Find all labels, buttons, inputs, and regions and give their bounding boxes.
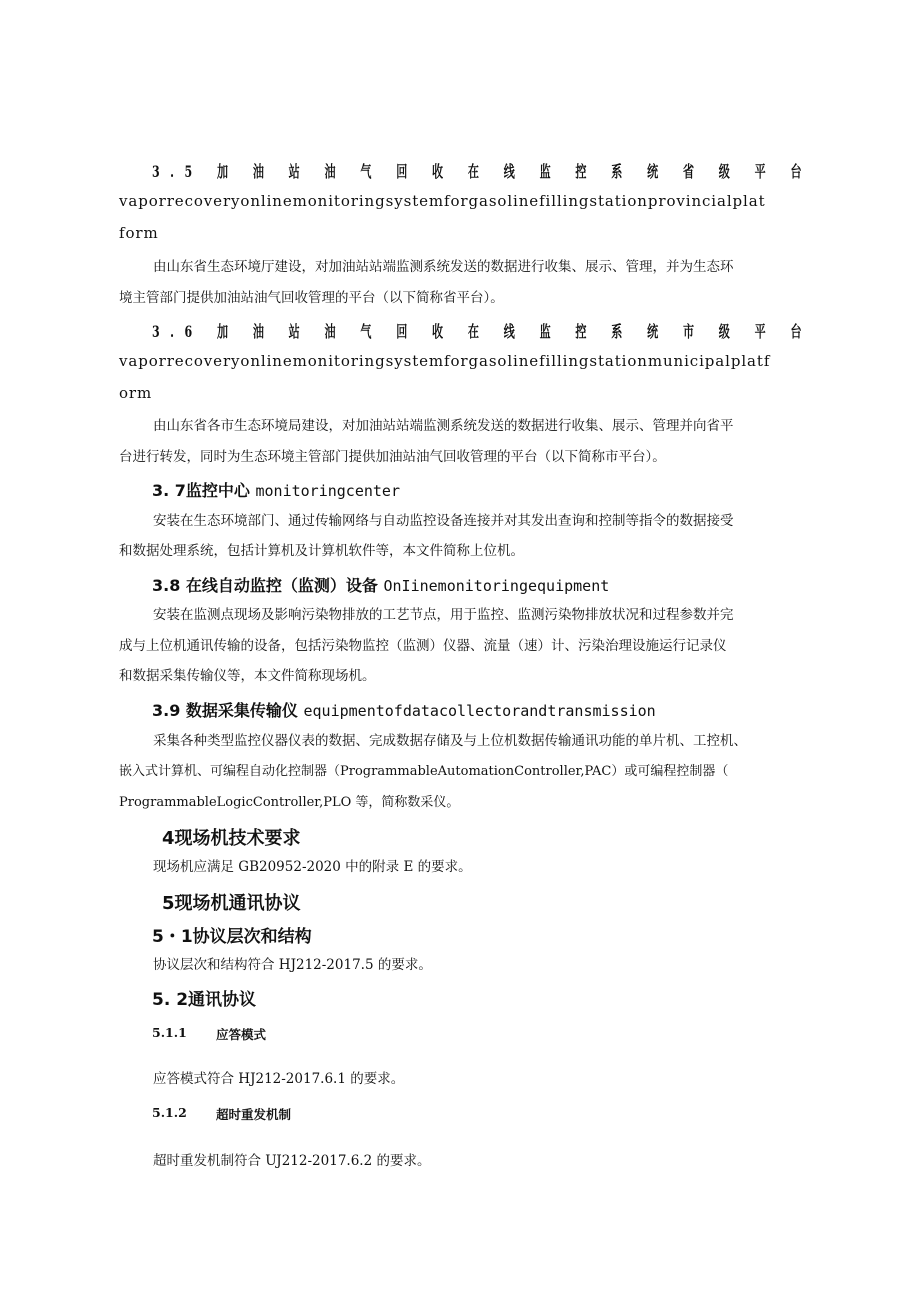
section-3-6-body-line-2: 台进行转发，同时为生态环境主管部门提供加油站油气回收管理的平台（以下简称市平台）。	[119, 449, 666, 465]
section-4-body: 现场机应满足 GB20952-2020 中的附录 E 的要求。	[153, 859, 472, 875]
section-3-9-body-line-3: ProgrammableLogicController,PLO 等，简称数采仪。	[119, 795, 460, 810]
section-3-8-heading	[152, 573, 609, 596]
section-3-7-heading-zh: 3. 7监控中心	[152, 481, 250, 500]
section-3-5-heading-en-cont: form	[119, 224, 159, 242]
section-3-8-body-line-1: 安装在监测点现场及影响污染物排放的工艺节点，用于监控、监测污染物排放状况和过程参数并完	[153, 607, 734, 623]
section-3-6-body-line-1: 由山东省各市生态环境局建设，对加油站站端监测系统发送的数据进行收集、展示、管理并向省平	[153, 418, 734, 434]
section-5-1-1-number: 5.1.1	[152, 1025, 187, 1040]
section-5-1-1-body: 应答模式符合 HJ212-2017.6.1 的要求。	[153, 1071, 405, 1087]
section-3-8-heading-en: OnIinemonitoringequipment	[383, 577, 610, 595]
section-3-8-body-line-2: 成与上位机通讯传输的设备，包括污染物监控（监测）仪器、流量（速）计、污染治理设施运行记录仪	[119, 638, 727, 654]
section-3-8-body-line-3: 和数据采集传输仪等，本文件简称现场机。	[119, 668, 376, 684]
section-5-1-1-heading	[152, 1025, 267, 1042]
section-3-6-heading-en: vaporrecoveryonlinemonitoringsystemforgasolinefillingstationmunicipalplatf	[119, 352, 771, 370]
section-3-7-heading-en: monitoringcenter	[255, 482, 400, 500]
section-3-9-heading-en: equipmentofdatacollectorandtransmission	[303, 702, 656, 720]
section-3-6-heading: 3.6 加 油 站 油 气 回 收 在 线 监 控 系 统 市 级 平 台	[152, 322, 812, 341]
section-3-9-body-line-1: 采集各种类型监控仪器仪表的数据、完成数据存储及与上位机数据传输通讯功能的单片机、工控机、	[153, 733, 747, 749]
section-3-7-body-line-2: 和数据处理系统，包括计算机及计算机软件等，本文件简称上位机。	[119, 543, 524, 559]
section-3-7-heading	[152, 478, 400, 501]
section-5-1-2-title: 超时重发机制	[216, 1107, 292, 1122]
section-5-1-2-body: 超时重发机制符合 UJ212-2017.6.2 的要求。	[153, 1153, 431, 1169]
section-3-5-body-line-1: 由山东省生态环境厅建设，对加油站站端监测系统发送的数据进行收集、展示、管理，并为生态环	[153, 259, 734, 275]
section-3-8-heading-zh: 3.8 在线自动监控（监测）设备	[152, 576, 378, 595]
section-3-5-heading-en: vaporrecoveryonlinemonitoringsystemforgasolinefillingstationprovincialplat	[119, 192, 766, 210]
section-3-6-heading-en-cont: orm	[119, 384, 153, 402]
section-5-1-heading: 5・1协议层次和结构	[152, 927, 312, 947]
section-3-9-heading-zh: 3.9 数据采集传输仪	[152, 701, 298, 720]
section-5-1-2-heading	[152, 1105, 292, 1122]
section-3-5-heading: 3.5 加 油 站 油 气 回 收 在 线 监 控 系 统 省 级 平 台	[152, 162, 812, 181]
section-4-heading: 4现场机技术要求	[162, 828, 301, 849]
section-3-5-body-line-2: 境主管部门提供加油站油气回收管理的平台（以下简称省平台）。	[119, 290, 504, 306]
section-5-1-1-title: 应答模式	[216, 1027, 267, 1042]
section-5-1-body: 协议层次和结构符合 HJ212-2017.5 的要求。	[153, 957, 432, 973]
section-5-2-heading: 5. 2通讯协议	[152, 990, 257, 1010]
section-3-9-heading	[152, 698, 656, 721]
section-3-7-body-line-1: 安装在生态环境部门、通过传输网络与自动监控设备连接并对其发出查询和控制等指令的数据接受	[153, 513, 734, 529]
section-5-heading: 5现场机通讯协议	[162, 893, 301, 914]
section-3-9-body-line-2: 嵌入式计算机、可编程自动化控制器（ProgrammableAutomationController,PAC）或可编程控制器（	[119, 764, 729, 779]
section-5-1-2-number: 5.1.2	[152, 1105, 187, 1120]
